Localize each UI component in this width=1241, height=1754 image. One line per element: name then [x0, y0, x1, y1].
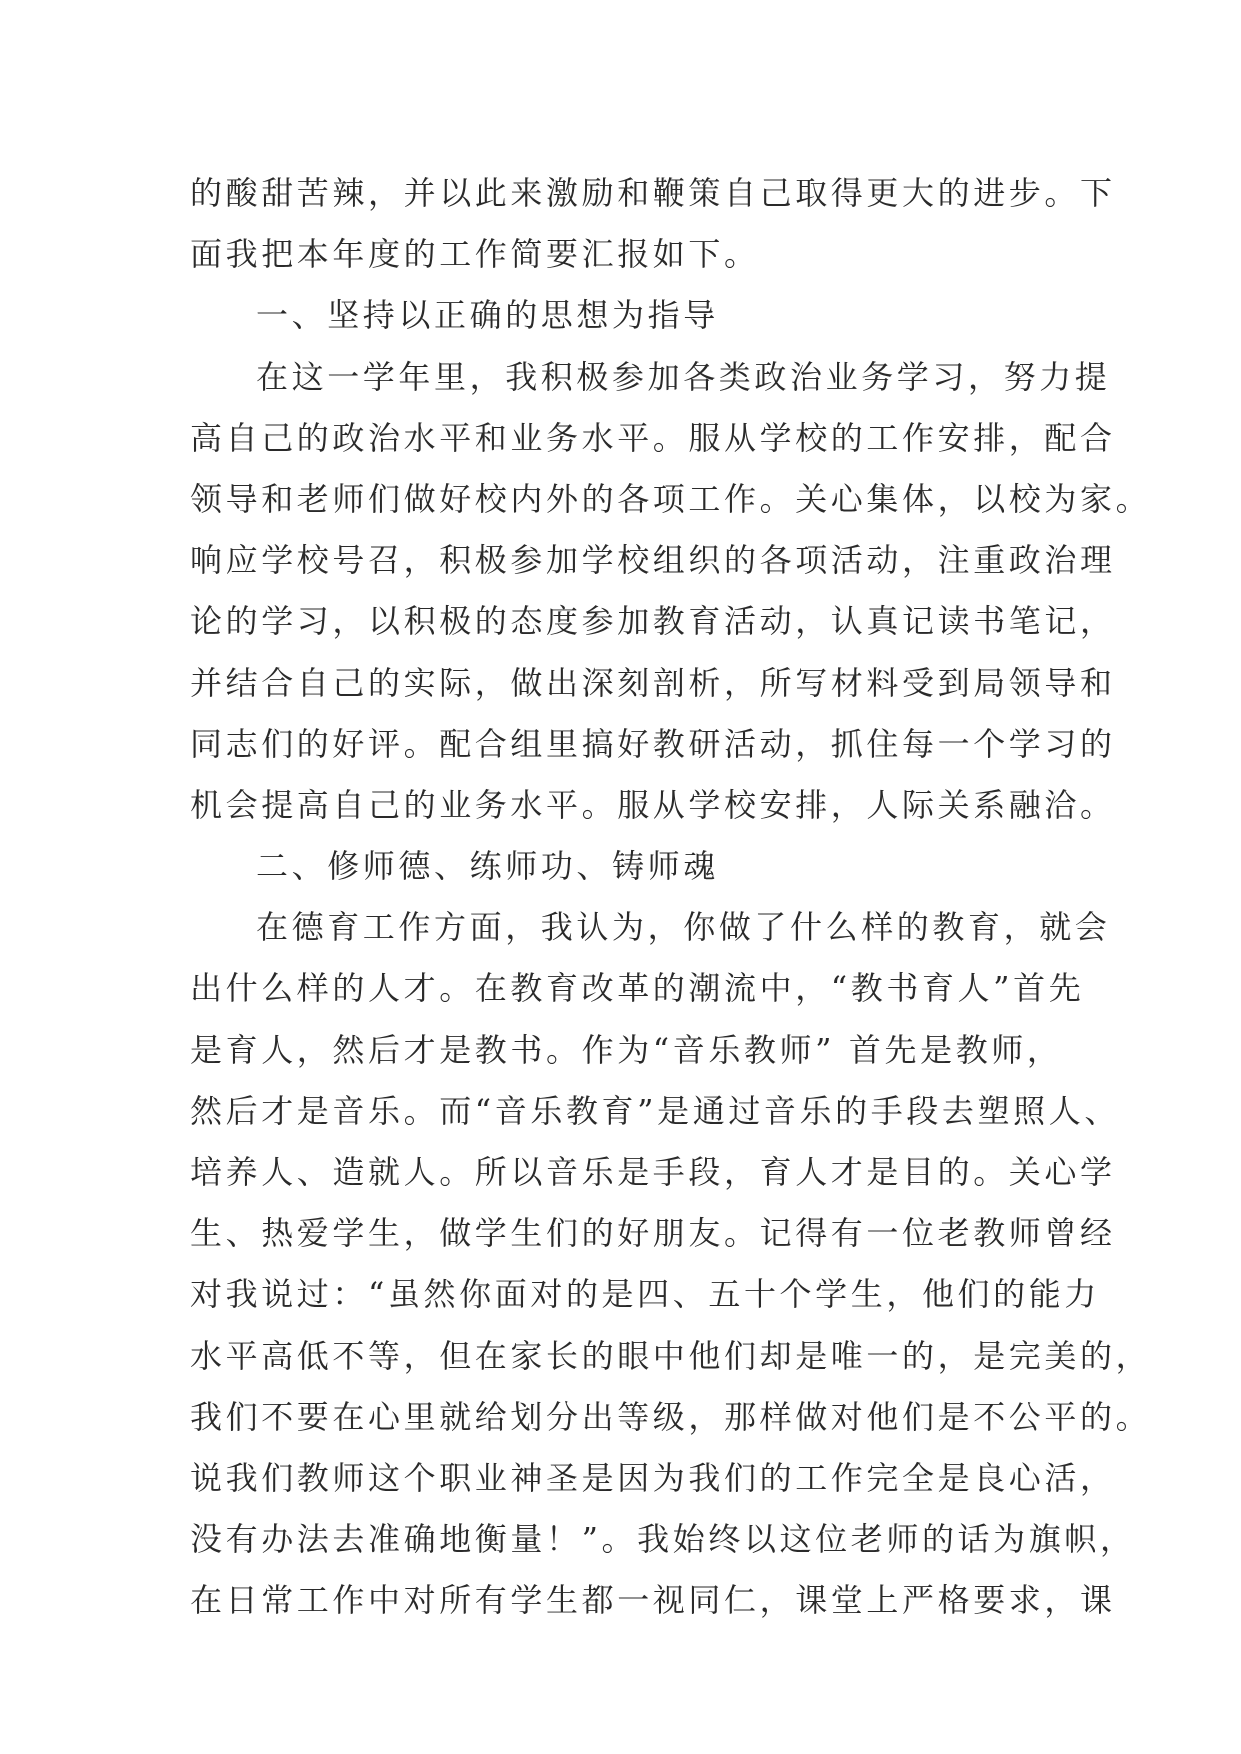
text-line: 响应学校号召，积极参加学校组织的各项活动，注重政治理: [190, 541, 1116, 580]
text-line: 是育人，然后才是教书。作为“音乐教师” 首先是教师，: [190, 1030, 1063, 1069]
document-body: [190, 163, 1152, 1632]
paragraph-start-line: 一、坚持以正确的思想为指导: [256, 296, 719, 335]
text-line: 机会提高自己的业务水平。服从学校安排，人际关系融洽。: [190, 785, 1116, 824]
paragraph-start-line: 在这一学年里，我积极参加各类政治业务学习，努力提: [256, 357, 1111, 396]
text-line: 领导和老师们做好校内外的各项工作。关心集体，以校为家。: [190, 479, 1152, 518]
text-line: 说我们教师这个职业神圣是因为我们的工作完全是良心活，: [190, 1458, 1116, 1497]
text-line: 水平高低不等，但在家长的眼中他们却是唯一的，是完美的，: [190, 1336, 1152, 1375]
text-line: 我们不要在心里就给划分出等级，那样做对他们是不公平的。: [190, 1397, 1152, 1436]
text-line: 没有办法去准确地衡量！”。我始终以这位老师的话为旗帜，: [190, 1520, 1136, 1559]
text-line: 培养人、造就人。所以音乐是手段，育人才是目的。关心学: [190, 1153, 1116, 1191]
text-line: 生、热爱学生，做学生们的好朋友。记得有一位老教师曾经: [190, 1214, 1116, 1253]
paragraph-start-line: 在德育工作方面，我认为，你做了什么样的教育，就会: [256, 908, 1111, 947]
text-line: 的酸甜苦辣，并以此来激励和鞭策自己取得更大的进步。下: [190, 174, 1116, 212]
text-line: 并结合自己的实际，做出深刻剖析，所写材料受到局领导和: [190, 663, 1116, 702]
text-line: 在日常工作中对所有学生都一视同仁，课堂上严格要求，课: [190, 1581, 1116, 1620]
text-line: 面我把本年度的工作简要汇报如下。: [190, 235, 760, 274]
text-line: 然后才是音乐。而“音乐教育”是通过音乐的手段去塑照人、: [190, 1091, 1120, 1130]
paragraph-start-line: 二、修师德、练师功、铸师魂: [256, 847, 719, 886]
text-line: 高自己的政治水平和业务水平。服从学校的工作安排，配合: [190, 418, 1116, 457]
text-line: 对我说过：“虽然你面对的是四、五十个学生，他们的能力: [190, 1275, 1100, 1314]
text-line: 出什么样的人才。在教育改革的潮流中，“教书育人”首先: [190, 969, 1085, 1008]
text-line: 论的学习，以积极的态度参加教育活动，认真记读书笔记，: [190, 602, 1116, 641]
text-line: 同志们的好评。配合组里搞好教研活动，抓住每一个学习的: [190, 724, 1116, 763]
